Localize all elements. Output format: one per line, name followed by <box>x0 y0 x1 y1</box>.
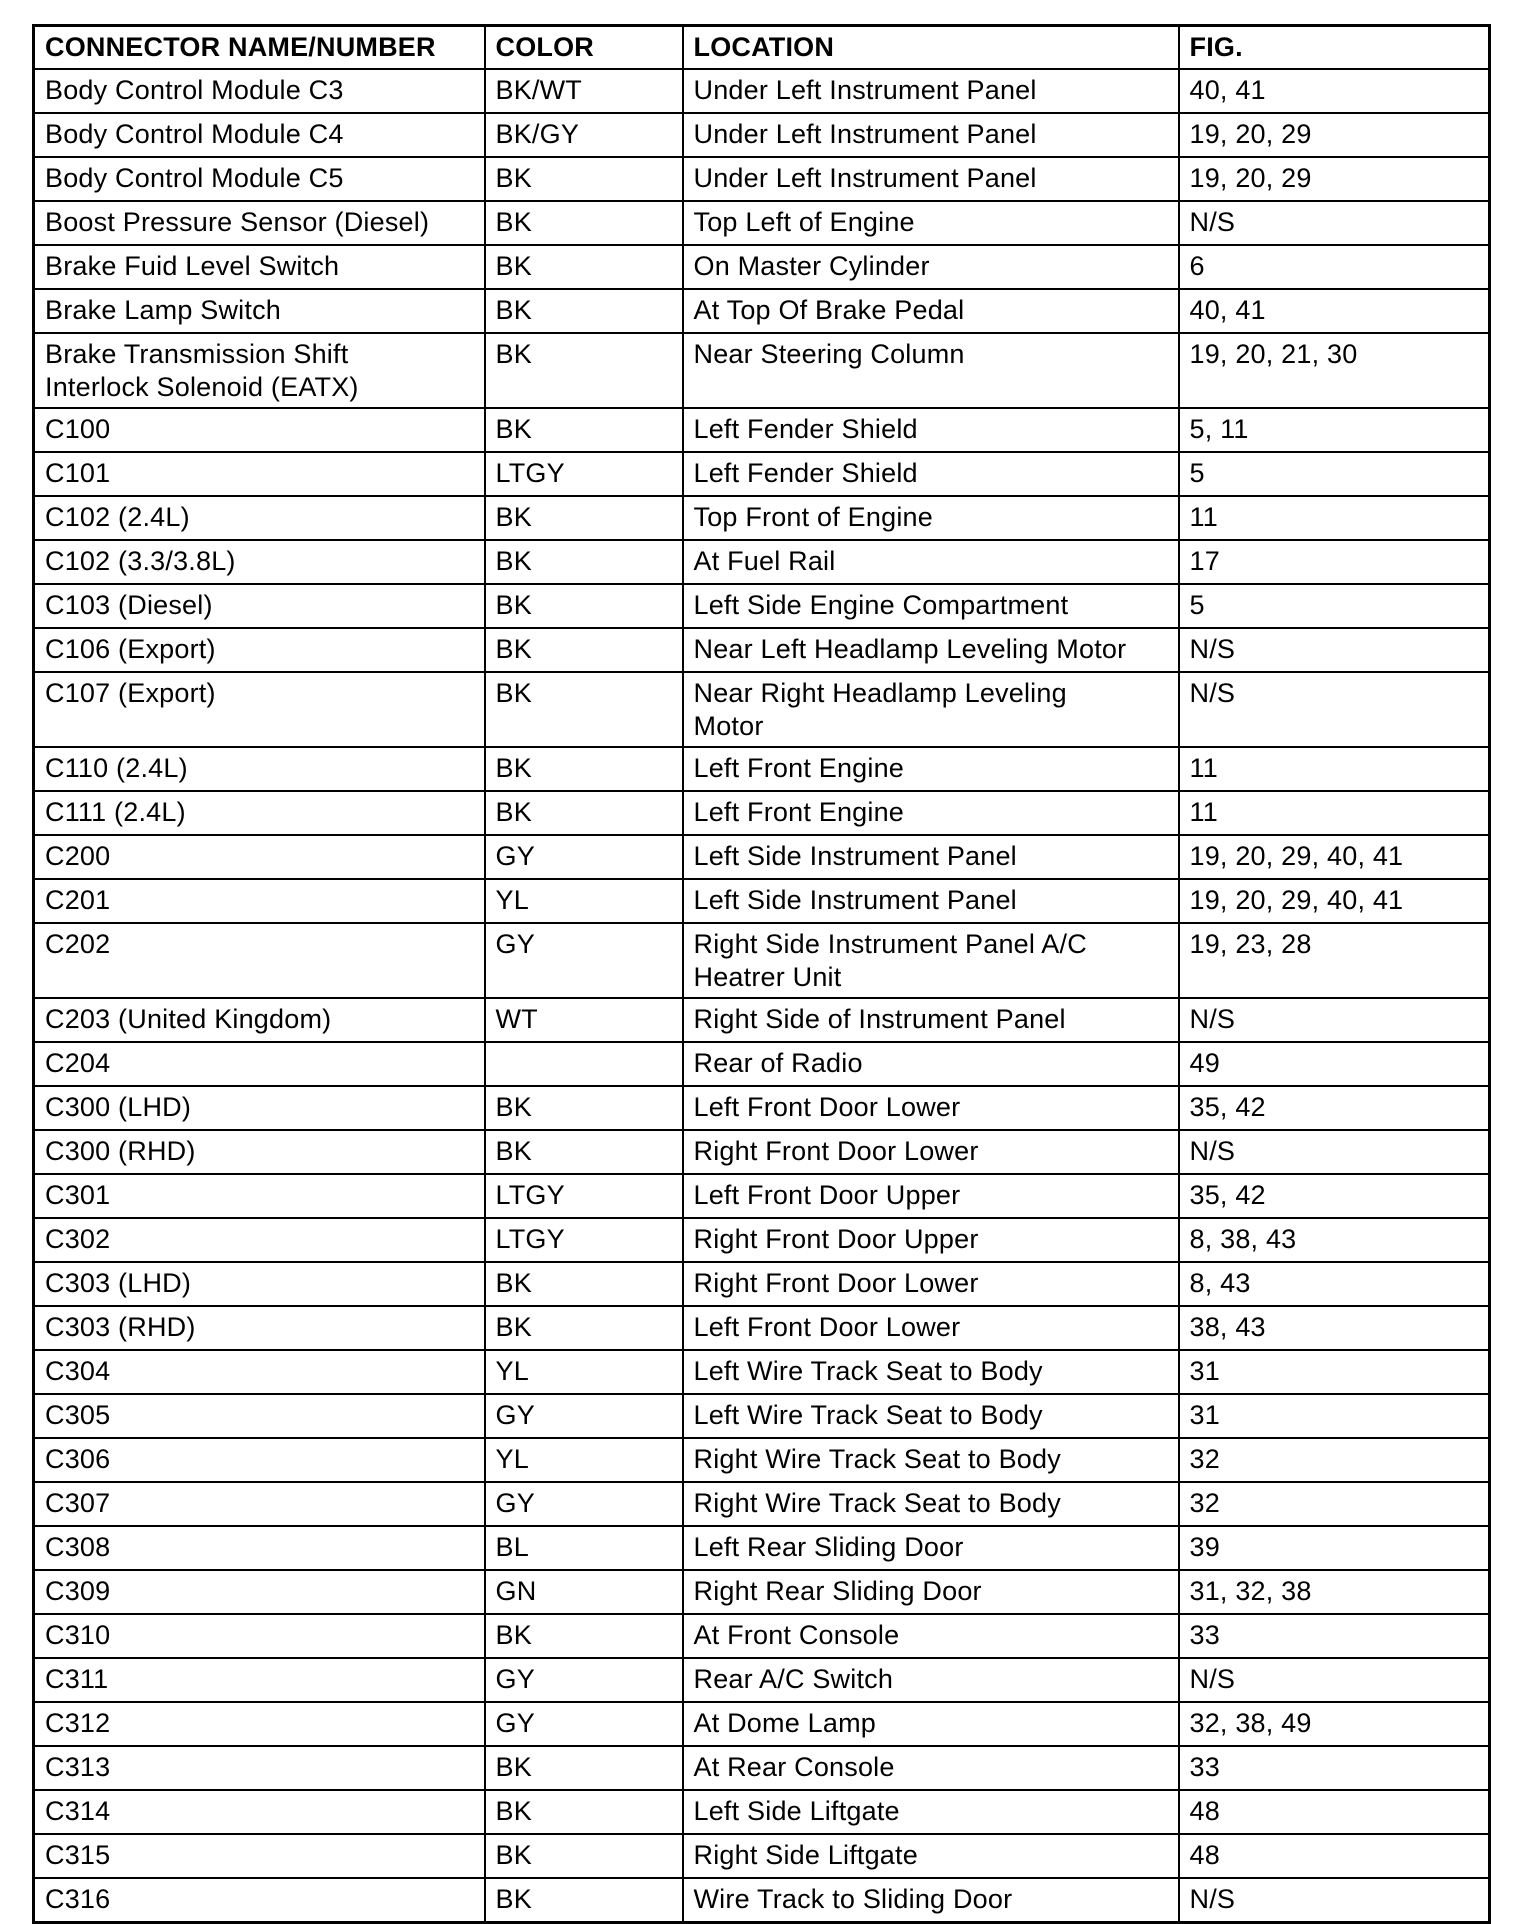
cell-location: Near Right Headlamp Leveling Motor <box>683 672 1179 747</box>
cell-connector: C309 <box>34 1570 485 1614</box>
cell-location: Under Left Instrument Panel <box>683 69 1179 113</box>
cell-location: Left Side Liftgate <box>683 1790 1179 1834</box>
cell-connector: C300 (RHD) <box>34 1130 485 1174</box>
cell-color: BK/WT <box>485 69 683 113</box>
table-row <box>34 1482 1490 1526</box>
table-row <box>34 1086 1490 1130</box>
table-body <box>34 69 1490 1923</box>
cell-connector: C203 (United Kingdom) <box>34 998 485 1042</box>
cell-location: Left Front Door Lower <box>683 1306 1179 1350</box>
cell-color: BK <box>485 1130 683 1174</box>
table-row <box>34 1306 1490 1350</box>
cell-location: Right Side Liftgate <box>683 1834 1179 1878</box>
cell-fig: 35, 42 <box>1179 1086 1490 1130</box>
cell-location: At Top Of Brake Pedal <box>683 289 1179 333</box>
cell-connector: C103 (Diesel) <box>34 584 485 628</box>
cell-connector: C316 <box>34 1878 485 1923</box>
cell-connector: Brake Fuid Level Switch <box>34 245 485 289</box>
cell-fig: 39 <box>1179 1526 1490 1570</box>
cell-location: Under Left Instrument Panel <box>683 113 1179 157</box>
cell-connector: C102 (3.3/3.8L) <box>34 540 485 584</box>
cell-fig: 32 <box>1179 1438 1490 1482</box>
cell-color: GY <box>485 835 683 879</box>
cell-fig: N/S <box>1179 998 1490 1042</box>
table-row <box>34 998 1490 1042</box>
cell-connector: C305 <box>34 1394 485 1438</box>
cell-fig: N/S <box>1179 201 1490 245</box>
table-row <box>34 540 1490 584</box>
cell-location: At Front Console <box>683 1614 1179 1658</box>
cell-color: BK <box>485 1262 683 1306</box>
table-row <box>34 245 1490 289</box>
cell-connector: C102 (2.4L) <box>34 496 485 540</box>
cell-connector: C310 <box>34 1614 485 1658</box>
cell-connector: C107 (Export) <box>34 672 485 747</box>
cell-connector: C202 <box>34 923 485 998</box>
cell-location: Left Front Engine <box>683 747 1179 791</box>
header-location: LOCATION <box>683 26 1179 70</box>
cell-fig: 5, 11 <box>1179 408 1490 452</box>
table-row <box>34 1174 1490 1218</box>
cell-connector: C301 <box>34 1174 485 1218</box>
cell-connector: Body Control Module C5 <box>34 157 485 201</box>
cell-color: BK <box>485 1878 683 1923</box>
cell-location: Left Side Instrument Panel <box>683 835 1179 879</box>
cell-color: GY <box>485 1702 683 1746</box>
header-color: COLOR <box>485 26 683 70</box>
cell-fig: 5 <box>1179 452 1490 496</box>
table-row <box>34 69 1490 113</box>
cell-color: YL <box>485 1350 683 1394</box>
cell-connector: Body Control Module C3 <box>34 69 485 113</box>
cell-color: BK <box>485 540 683 584</box>
cell-fig: 33 <box>1179 1746 1490 1790</box>
cell-color: BK <box>485 157 683 201</box>
table-row <box>34 289 1490 333</box>
header-fig: FIG. <box>1179 26 1490 70</box>
table-row <box>34 113 1490 157</box>
cell-fig: 11 <box>1179 496 1490 540</box>
cell-color: BK <box>485 1790 683 1834</box>
cell-fig: 32, 38, 49 <box>1179 1702 1490 1746</box>
cell-fig: N/S <box>1179 1658 1490 1702</box>
cell-color: BK <box>485 289 683 333</box>
cell-fig: 8, 38, 43 <box>1179 1218 1490 1262</box>
cell-color: BK <box>485 496 683 540</box>
header-connector: CONNECTOR NAME/NUMBER <box>34 26 485 70</box>
cell-location: Right Side of Instrument Panel <box>683 998 1179 1042</box>
cell-connector: C201 <box>34 879 485 923</box>
cell-location: Right Wire Track Seat to Body <box>683 1482 1179 1526</box>
table-row <box>34 1702 1490 1746</box>
cell-fig: 19, 20, 29, 40, 41 <box>1179 879 1490 923</box>
cell-fig: 32 <box>1179 1482 1490 1526</box>
table-row <box>34 879 1490 923</box>
cell-location: Right Wire Track Seat to Body <box>683 1438 1179 1482</box>
cell-color: WT <box>485 998 683 1042</box>
table-row <box>34 672 1490 747</box>
cell-connector: C101 <box>34 452 485 496</box>
cell-color: BK <box>485 408 683 452</box>
connector-sheet <box>32 24 1488 1924</box>
cell-location: Left Fender Shield <box>683 452 1179 496</box>
cell-connector: C106 (Export) <box>34 628 485 672</box>
cell-fig: N/S <box>1179 628 1490 672</box>
cell-fig: 11 <box>1179 791 1490 835</box>
cell-fig: 19, 20, 21, 30 <box>1179 333 1490 408</box>
table-row <box>34 923 1490 998</box>
cell-location: Wire Track to Sliding Door <box>683 1878 1179 1923</box>
table-row <box>34 333 1490 408</box>
cell-color: LTGY <box>485 452 683 496</box>
table-row <box>34 1042 1490 1086</box>
cell-color: BL <box>485 1526 683 1570</box>
table-row <box>34 408 1490 452</box>
cell-location: Right Front Door Lower <box>683 1262 1179 1306</box>
cell-location: At Dome Lamp <box>683 1702 1179 1746</box>
table-row <box>34 1746 1490 1790</box>
cell-location: On Master Cylinder <box>683 245 1179 289</box>
cell-location: Left Rear Sliding Door <box>683 1526 1179 1570</box>
cell-location: At Fuel Rail <box>683 540 1179 584</box>
cell-color: GY <box>485 1394 683 1438</box>
cell-connector: C311 <box>34 1658 485 1702</box>
cell-location: Left Fender Shield <box>683 408 1179 452</box>
table-row <box>34 1350 1490 1394</box>
cell-color: BK <box>485 201 683 245</box>
cell-fig: 8, 43 <box>1179 1262 1490 1306</box>
table-row <box>34 1130 1490 1174</box>
table-row <box>34 1614 1490 1658</box>
table-row <box>34 1218 1490 1262</box>
cell-location: Right Rear Sliding Door <box>683 1570 1179 1614</box>
cell-location: Top Left of Engine <box>683 201 1179 245</box>
cell-color: BK <box>485 1614 683 1658</box>
cell-connector: C303 (LHD) <box>34 1262 485 1306</box>
cell-fig: 31, 32, 38 <box>1179 1570 1490 1614</box>
cell-fig: 40, 41 <box>1179 289 1490 333</box>
table-row <box>34 584 1490 628</box>
cell-location: Left Side Engine Compartment <box>683 584 1179 628</box>
table-row <box>34 1262 1490 1306</box>
cell-connector: C312 <box>34 1702 485 1746</box>
cell-location: Near Left Headlamp Leveling Motor <box>683 628 1179 672</box>
table-row <box>34 835 1490 879</box>
cell-connector: C314 <box>34 1790 485 1834</box>
cell-location: Left Front Door Upper <box>683 1174 1179 1218</box>
cell-connector: C308 <box>34 1526 485 1570</box>
cell-location: At Rear Console <box>683 1746 1179 1790</box>
cell-location: Right Front Door Lower <box>683 1130 1179 1174</box>
cell-fig: 11 <box>1179 747 1490 791</box>
cell-color: GY <box>485 1658 683 1702</box>
cell-color: YL <box>485 1438 683 1482</box>
cell-fig: 38, 43 <box>1179 1306 1490 1350</box>
cell-connector: C306 <box>34 1438 485 1482</box>
table-row <box>34 747 1490 791</box>
cell-fig: 6 <box>1179 245 1490 289</box>
cell-color <box>485 1042 683 1086</box>
cell-color: BK <box>485 1834 683 1878</box>
cell-location: Rear of Radio <box>683 1042 1179 1086</box>
cell-connector: C307 <box>34 1482 485 1526</box>
cell-color: BK <box>485 245 683 289</box>
cell-fig: 17 <box>1179 540 1490 584</box>
table-row <box>34 452 1490 496</box>
table-row <box>34 1394 1490 1438</box>
cell-fig: N/S <box>1179 672 1490 747</box>
cell-fig: 40, 41 <box>1179 69 1490 113</box>
cell-connector: Brake Transmission Shift Interlock Solenoid (EATX) <box>34 333 485 408</box>
cell-connector: C303 (RHD) <box>34 1306 485 1350</box>
cell-fig: N/S <box>1179 1878 1490 1923</box>
table-row <box>34 1834 1490 1878</box>
cell-connector: C200 <box>34 835 485 879</box>
cell-fig: 19, 20, 29 <box>1179 113 1490 157</box>
cell-fig: 31 <box>1179 1350 1490 1394</box>
table-row <box>34 157 1490 201</box>
table-row <box>34 791 1490 835</box>
cell-fig: 19, 20, 29, 40, 41 <box>1179 835 1490 879</box>
cell-color: GY <box>485 1482 683 1526</box>
connector-table <box>32 24 1491 1924</box>
cell-color: LTGY <box>485 1218 683 1262</box>
cell-fig: N/S <box>1179 1130 1490 1174</box>
cell-fig: 35, 42 <box>1179 1174 1490 1218</box>
cell-location: Left Side Instrument Panel <box>683 879 1179 923</box>
cell-connector: Brake Lamp Switch <box>34 289 485 333</box>
table-row <box>34 1658 1490 1702</box>
cell-connector: C304 <box>34 1350 485 1394</box>
cell-location: Rear A/C Switch <box>683 1658 1179 1702</box>
cell-location: Left Wire Track Seat to Body <box>683 1394 1179 1438</box>
cell-fig: 33 <box>1179 1614 1490 1658</box>
cell-connector: Body Control Module C4 <box>34 113 485 157</box>
cell-color: GY <box>485 923 683 998</box>
cell-connector: C111 (2.4L) <box>34 791 485 835</box>
cell-color: BK <box>485 1306 683 1350</box>
cell-location: Under Left Instrument Panel <box>683 157 1179 201</box>
cell-color: LTGY <box>485 1174 683 1218</box>
cell-location: Near Steering Column <box>683 333 1179 408</box>
table-row <box>34 496 1490 540</box>
cell-connector: C300 (LHD) <box>34 1086 485 1130</box>
cell-color: GN <box>485 1570 683 1614</box>
cell-color: BK <box>485 333 683 408</box>
cell-color: YL <box>485 879 683 923</box>
table-row <box>34 1790 1490 1834</box>
cell-connector: C204 <box>34 1042 485 1086</box>
cell-color: BK <box>485 747 683 791</box>
cell-location: Left Front Engine <box>683 791 1179 835</box>
cell-fig: 31 <box>1179 1394 1490 1438</box>
cell-connector: C100 <box>34 408 485 452</box>
table-row <box>34 1878 1490 1923</box>
cell-location: Right Side Instrument Panel A/C Heatrer Unit <box>683 923 1179 998</box>
cell-connector: C313 <box>34 1746 485 1790</box>
cell-color: BK <box>485 672 683 747</box>
cell-fig: 19, 20, 29 <box>1179 157 1490 201</box>
cell-color: BK <box>485 791 683 835</box>
cell-color: BK <box>485 628 683 672</box>
cell-color: BK/GY <box>485 113 683 157</box>
table-header-row <box>34 26 1490 70</box>
cell-color: BK <box>485 1746 683 1790</box>
cell-fig: 48 <box>1179 1790 1490 1834</box>
cell-location: Right Front Door Upper <box>683 1218 1179 1262</box>
cell-location: Left Wire Track Seat to Body <box>683 1350 1179 1394</box>
cell-location: Left Front Door Lower <box>683 1086 1179 1130</box>
cell-fig: 19, 23, 28 <box>1179 923 1490 998</box>
table-row <box>34 628 1490 672</box>
cell-connector: C302 <box>34 1218 485 1262</box>
cell-location: Top Front of Engine <box>683 496 1179 540</box>
table-row <box>34 1438 1490 1482</box>
table-row <box>34 1526 1490 1570</box>
cell-connector: C110 (2.4L) <box>34 747 485 791</box>
cell-fig: 5 <box>1179 584 1490 628</box>
cell-connector: Boost Pressure Sensor (Diesel) <box>34 201 485 245</box>
table-row <box>34 1570 1490 1614</box>
cell-fig: 48 <box>1179 1834 1490 1878</box>
cell-color: BK <box>485 1086 683 1130</box>
cell-fig: 49 <box>1179 1042 1490 1086</box>
table-row <box>34 201 1490 245</box>
cell-color: BK <box>485 584 683 628</box>
cell-connector: C315 <box>34 1834 485 1878</box>
